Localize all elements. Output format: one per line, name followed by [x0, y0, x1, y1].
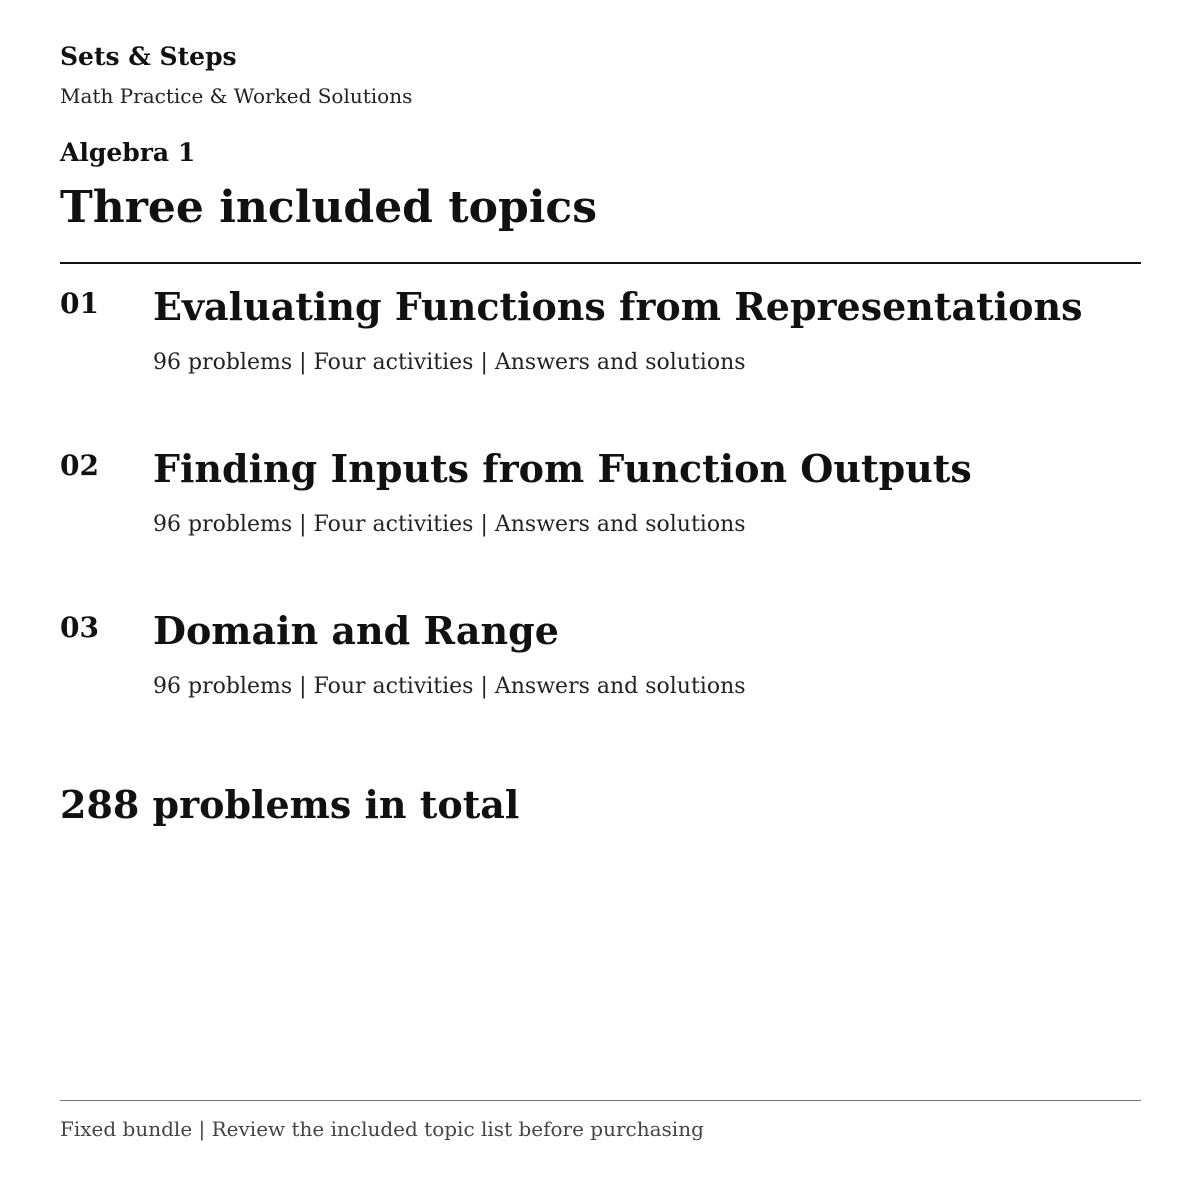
topic-title: Evaluating Functions from Representations [153, 284, 1083, 329]
page-title: Three included topics [60, 182, 597, 233]
footer-note: Fixed bundle | Review the included topic list before purchasing [60, 1117, 704, 1141]
topic-number: 02 [60, 449, 99, 482]
topic-item-3 [60, 610, 1141, 740]
course-label: Algebra 1 [60, 138, 196, 167]
topic-title: Finding Inputs from Function Outputs [153, 446, 972, 491]
topic-item-1 [60, 286, 1141, 416]
topic-number: 03 [60, 611, 99, 644]
top-divider [60, 262, 1141, 264]
topic-meta: 96 problems | Four activities | Answers and solutions [153, 350, 746, 375]
brand-name: Sets & Steps [60, 42, 237, 71]
topic-title: Domain and Range [153, 608, 559, 653]
topic-number: 01 [60, 287, 99, 320]
topic-item-2 [60, 448, 1141, 578]
topic-meta: 96 problems | Four activities | Answers and solutions [153, 674, 746, 699]
brand-tagline: Math Practice & Worked Solutions [60, 84, 413, 108]
topic-meta: 96 problems | Four activities | Answers and solutions [153, 512, 746, 537]
footer-divider [60, 1100, 1141, 1101]
total-problems: 288 problems in total [60, 782, 520, 827]
page [60, 0, 1141, 1200]
